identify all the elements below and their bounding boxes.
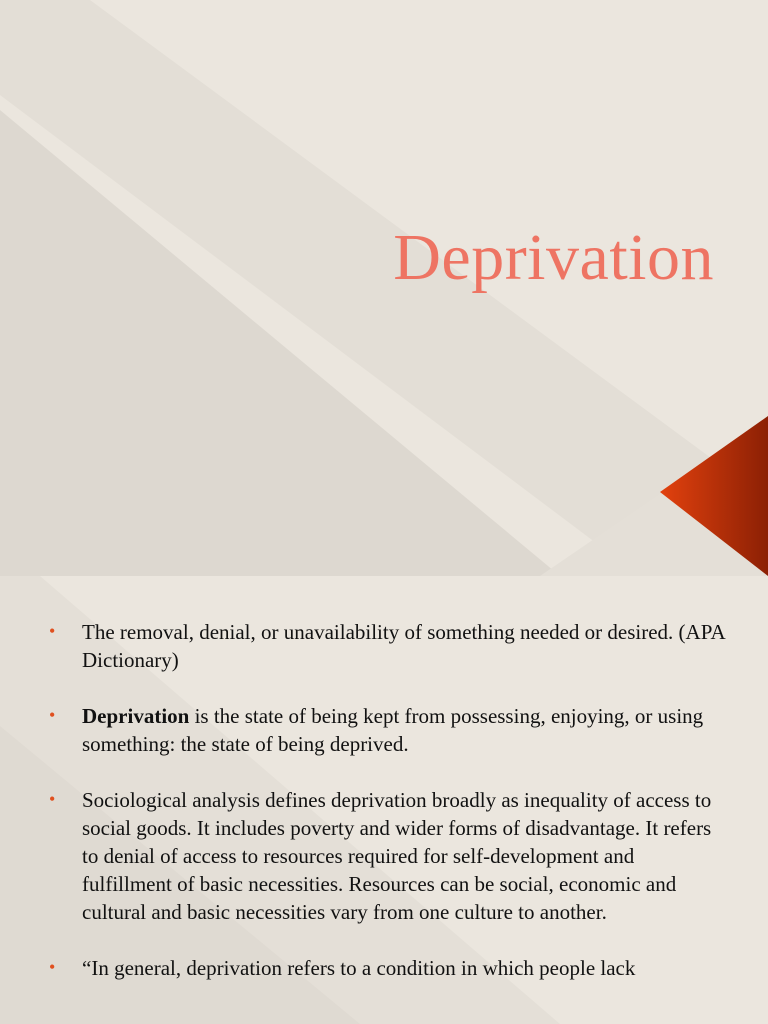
slide-title: Deprivation — [393, 221, 714, 294]
bullet-dot-icon: • — [49, 957, 56, 977]
bullet-dot-icon: • — [49, 621, 56, 641]
bullet-item — [49, 702, 728, 758]
bullet-list — [0, 618, 768, 1010]
bullet-dot-icon: • — [49, 705, 56, 725]
bullet-text: The removal, denial, or unavailability of something needed or desired. (APA Dictionary) — [82, 620, 725, 672]
bullet-text: is the state of being kept from possessing, enjoying, or using something: the state of being deprived. — [82, 704, 704, 756]
bullet-text: Sociological analysis defines deprivation broadly as inequality of access to social goods. It includes poverty and wider forms of disadvantage. It refers to denial of access to resources required for self-development and fulfillment of basic necessities. Resources can be social, economic and cultural and basic necessities vary from one culture to another. — [82, 788, 712, 924]
bullet-item — [49, 618, 728, 674]
bullet-item — [49, 786, 728, 926]
bullet-dot-icon: • — [49, 789, 56, 809]
bullet-text: “In general, deprivation refers to a condition in which people lack — [82, 956, 636, 980]
bullet-item — [49, 954, 728, 982]
content-slide — [0, 576, 768, 1024]
bullet-bold-term: Deprivation — [82, 704, 190, 728]
